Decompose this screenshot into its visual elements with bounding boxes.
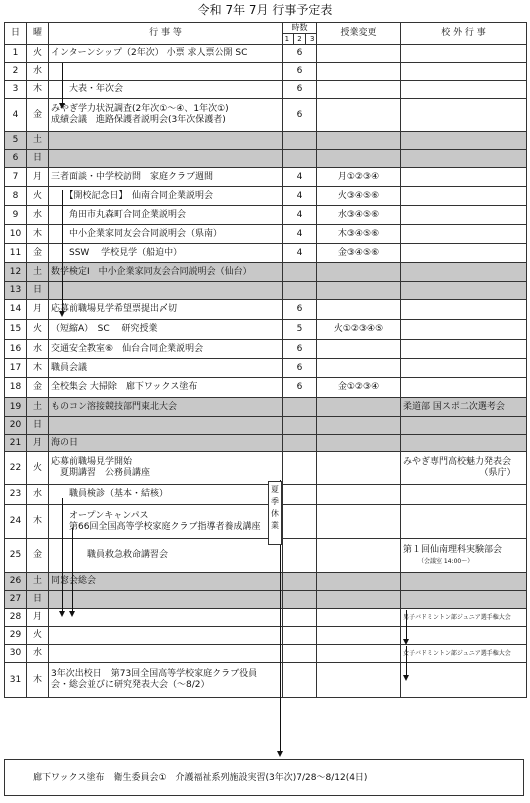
changes-cell: 火③④⑤⑥ (317, 187, 401, 206)
hours-cell (283, 591, 317, 609)
day-cell: 7 (5, 168, 27, 187)
range-arrow-line (62, 63, 63, 104)
hours-cell (283, 452, 317, 485)
changes-cell (317, 398, 401, 417)
events-cell (49, 435, 283, 452)
table-row (5, 359, 527, 378)
hours-cell: 6 (283, 63, 317, 81)
event-line: 会・総会並びに研究発表大会（～8/2） (51, 680, 210, 690)
header-hours-label: 時数 (291, 23, 308, 32)
summer-vacation-label (268, 481, 282, 545)
table-row (5, 282, 527, 300)
day-cell: 5 (5, 132, 27, 150)
hours-sub-1: 1 (284, 35, 290, 43)
weekday-cell: 火 (27, 452, 49, 485)
table-row (5, 206, 527, 225)
weekday-cell: 金 (27, 378, 49, 398)
events-cell (49, 627, 283, 645)
day-cell: 11 (5, 244, 27, 263)
external-cell (401, 132, 527, 150)
weekday-cell: 水 (27, 63, 49, 81)
hours-sub-3: 3 (305, 34, 316, 44)
external-cell (401, 225, 527, 244)
table-row (5, 452, 527, 485)
external-cell (401, 627, 527, 645)
day-cell: 28 (5, 609, 27, 627)
arrow-down-icon (277, 751, 283, 757)
changes-cell (317, 81, 401, 99)
day-cell: 29 (5, 627, 27, 645)
header-events (49, 23, 283, 45)
external-cell (401, 263, 527, 282)
events-cell (49, 591, 283, 609)
external-line: 女子バドミントン部ジュニア選手権大会 (403, 650, 511, 657)
header-weekday: 曜 (27, 23, 49, 45)
hours-cell (283, 505, 317, 539)
table-row (5, 225, 527, 244)
weekday-cell: 月 (27, 609, 49, 627)
weekday-cell: 木 (27, 81, 49, 99)
event-line: 第66回全国高等学校家庭クラブ指導者養成講座 (51, 521, 261, 532)
hours-cell (283, 398, 317, 417)
event-line: 交通安全教室⑥ 仙台合同企業説明会 (51, 343, 204, 354)
schedule-table (4, 22, 527, 698)
day-cell: 27 (5, 591, 27, 609)
weekday-cell: 土 (27, 573, 49, 591)
events-cell (49, 359, 283, 378)
events-cell (49, 282, 283, 300)
weekday-cell: 日 (27, 591, 49, 609)
header-hours (283, 23, 317, 45)
event-line: インターンシップ（2年次） 小票 求人票公開 SC (51, 48, 248, 58)
external-cell (401, 398, 527, 417)
event-line: 3年次出校日 第73回全国高等学校家庭クラブ役員 (51, 669, 258, 679)
external-cell (401, 340, 527, 359)
day-cell: 10 (5, 225, 27, 244)
table-row (5, 663, 527, 698)
table-row (5, 627, 527, 645)
events-cell (49, 150, 283, 168)
schedule-body (5, 45, 527, 698)
external-cell (401, 244, 527, 263)
table-row (5, 435, 527, 452)
range-arrow-line (62, 498, 63, 612)
day-cell: 1 (5, 45, 27, 63)
external-cell (401, 539, 527, 573)
weekday-cell: 日 (27, 150, 49, 168)
weekday-cell: 月 (27, 435, 49, 452)
day-cell: 21 (5, 435, 27, 452)
event-line: 応募前職場見学希望票提出〆切 (51, 304, 178, 314)
table-row (5, 187, 527, 206)
external-cell (401, 485, 527, 505)
changes-cell: 木③④⑤⑥ (317, 225, 401, 244)
events-cell (49, 45, 283, 63)
external-cell (401, 645, 527, 663)
table-row (5, 99, 527, 132)
weekday-cell: 土 (27, 398, 49, 417)
external-cell (401, 45, 527, 63)
changes-cell (317, 609, 401, 627)
weekday-cell: 火 (27, 187, 49, 206)
event-line: みやぎ学力状況調査(2年次①～④、1年次①) (51, 104, 229, 114)
hours-cell: 4 (283, 168, 317, 187)
hours-cell: 6 (283, 81, 317, 99)
hours-cell: 6 (283, 359, 317, 378)
table-row (5, 645, 527, 663)
external-cell (401, 663, 527, 698)
weekday-cell: 木 (27, 359, 49, 378)
day-cell: 18 (5, 378, 27, 398)
weekday-cell: 水 (27, 645, 49, 663)
day-cell: 30 (5, 645, 27, 663)
arrow-down-icon (403, 639, 409, 645)
summer-char-3: 休 (271, 509, 279, 518)
table-row (5, 320, 527, 340)
hours-cell (283, 627, 317, 645)
weekday-cell: 月 (27, 168, 49, 187)
weekday-cell: 火 (27, 45, 49, 63)
events-cell (49, 485, 283, 505)
day-cell: 13 (5, 282, 27, 300)
weekday-cell: 木 (27, 225, 49, 244)
external-line: 男子バドミントン部ジュニア選手権大会 (403, 614, 511, 621)
table-row (5, 45, 527, 63)
range-arrow-line (72, 528, 73, 612)
day-cell: 17 (5, 359, 27, 378)
hours-cell: 6 (283, 99, 317, 132)
weekday-cell: 水 (27, 340, 49, 359)
header-changes: 授業変更 (317, 23, 401, 45)
changes-cell: 水③④⑤⑥ (317, 206, 401, 225)
day-cell: 22 (5, 452, 27, 485)
events-cell (49, 340, 283, 359)
event-line: 成績会議 進路保護者説明会(3年次保護者) (51, 115, 226, 125)
events-cell (49, 244, 283, 263)
external-line: 第１回仙南理科実験部会 (403, 544, 503, 555)
table-row (5, 398, 527, 417)
changes-cell (317, 417, 401, 435)
hours-cell (283, 663, 317, 698)
events-cell (49, 645, 283, 663)
events-cell (49, 505, 283, 539)
hours-cell (283, 435, 317, 452)
changes-cell (317, 45, 401, 63)
external-cell (401, 81, 527, 99)
event-line: 数学検定Ⅰ 中小企業家同友会合同説明会（仙台） (51, 266, 252, 277)
changes-cell: 金①②③④ (317, 378, 401, 398)
changes-cell (317, 573, 401, 591)
hours-subheader (283, 33, 317, 44)
hours-cell (283, 609, 317, 627)
events-cell (49, 452, 283, 485)
range-arrow-line (406, 610, 407, 640)
day-cell: 24 (5, 505, 27, 539)
external-cell (401, 505, 527, 539)
event-line: 職員検診（基本・結核） (51, 489, 169, 499)
changes-cell (317, 435, 401, 452)
external-cell (401, 378, 527, 398)
weekday-cell: 月 (27, 300, 49, 320)
weekday-cell: 水 (27, 206, 49, 225)
events-cell (49, 663, 283, 698)
changes-cell (317, 627, 401, 645)
table-row (5, 591, 527, 609)
arrow-down-icon (69, 611, 75, 617)
changes-cell (317, 359, 401, 378)
weekday-cell: 日 (27, 417, 49, 435)
external-cell (401, 435, 527, 452)
weekday-cell: 日 (27, 282, 49, 300)
hours-cell (283, 417, 317, 435)
weekday-cell: 木 (27, 505, 49, 539)
table-row (5, 485, 527, 505)
table-row (5, 539, 527, 573)
footer-note: 廊下ワックス塗布 衛生委員会① 介護福祉系列施設実習(3年次)7/28～8/12(4日) (4, 759, 524, 796)
header-row (5, 23, 527, 45)
events-cell (49, 539, 283, 573)
external-cell (401, 300, 527, 320)
external-cell (401, 187, 527, 206)
range-arrow-line (406, 646, 407, 676)
event-line: 角田市丸森町合同企業説明会 (51, 209, 187, 220)
event-line: 職員会議 (51, 362, 88, 373)
table-row (5, 244, 527, 263)
day-cell: 4 (5, 99, 27, 132)
changes-cell (317, 539, 401, 573)
hours-cell (283, 150, 317, 168)
day-cell: 6 (5, 150, 27, 168)
arrow-down-icon (59, 103, 65, 109)
events-cell (49, 63, 283, 81)
changes-cell (317, 263, 401, 282)
day-cell: 12 (5, 263, 27, 282)
changes-cell (317, 645, 401, 663)
day-cell: 3 (5, 81, 27, 99)
events-cell (49, 187, 283, 206)
table-row (5, 150, 527, 168)
events-cell (49, 168, 283, 187)
hours-cell: 4 (283, 206, 317, 225)
events-cell (49, 132, 283, 150)
changes-cell (317, 63, 401, 81)
changes-cell (317, 150, 401, 168)
event-line: 海の日 (51, 437, 79, 448)
changes-cell: 金③④⑤⑥ (317, 244, 401, 263)
external-cell (401, 99, 527, 132)
hours-cell (283, 539, 317, 573)
table-row (5, 81, 527, 99)
external-line: 柔道部 国スポ二次選考会 (403, 401, 505, 412)
event-line: 夏期講習 公務員講座 (51, 468, 151, 478)
changes-cell: 火①②③④⑤ (317, 320, 401, 340)
header-day: 日 (5, 23, 27, 45)
hours-cell: 4 (283, 244, 317, 263)
table-row (5, 573, 527, 591)
events-cell (49, 225, 283, 244)
day-cell: 23 (5, 485, 27, 505)
weekday-cell: 金 (27, 244, 49, 263)
day-cell: 14 (5, 300, 27, 320)
day-cell: 31 (5, 663, 27, 698)
arrow-down-icon (59, 311, 65, 317)
hours-cell: 4 (283, 187, 317, 206)
events-cell (49, 573, 283, 591)
hours-cell: 5 (283, 320, 317, 340)
hours-cell (283, 132, 317, 150)
arrow-down-icon (403, 675, 409, 681)
external-cell (401, 417, 527, 435)
event-line: 中小企業家同友会合同説明会（県南） (51, 228, 223, 239)
summer-char-1: 夏 (271, 485, 279, 494)
weekday-cell: 火 (27, 320, 49, 340)
table-row (5, 609, 527, 627)
table-row (5, 63, 527, 81)
table-row (5, 132, 527, 150)
event-line: （短縮A） SC 研究授業 (51, 324, 158, 334)
hours-cell: 6 (283, 300, 317, 320)
day-cell: 2 (5, 63, 27, 81)
weekday-cell: 土 (27, 263, 49, 282)
event-line: ものコン溶接競技部門東北大会 (51, 401, 178, 412)
changes-cell (317, 505, 401, 539)
external-cell (401, 206, 527, 225)
event-line: 職員救急救命講習会 (51, 550, 169, 560)
changes-cell (317, 340, 401, 359)
external-cell (401, 282, 527, 300)
events-cell (49, 320, 283, 340)
external-line: （県庁） (403, 468, 516, 478)
events-cell (49, 300, 283, 320)
events-cell (49, 99, 283, 132)
external-line: （会議室 14:00～） (403, 557, 474, 565)
hours-cell (283, 645, 317, 663)
event-line: 三者面談・中学校訪問 家庭クラブ週間 (51, 171, 214, 182)
arrow-down-icon (59, 611, 65, 617)
weekday-cell: 金 (27, 99, 49, 132)
changes-cell (317, 300, 401, 320)
page-title: 令和 7年 7月 行事予定表 (197, 3, 333, 17)
events-cell (49, 398, 283, 417)
changes-cell (317, 663, 401, 698)
external-cell (401, 573, 527, 591)
external-line: みやぎ専門高校魅力発表会 (403, 457, 512, 467)
weekday-cell: 土 (27, 132, 49, 150)
event-line: 応募前職場見学開始 (51, 457, 133, 467)
hours-cell (283, 282, 317, 300)
hours-cell: 4 (283, 225, 317, 244)
hours-cell (283, 485, 317, 505)
table-row (5, 263, 527, 282)
changes-cell: 月①②③④ (317, 168, 401, 187)
hours-cell: 6 (283, 45, 317, 63)
event-line: 全校集会 大掃除 廊下ワックス塗布 (51, 382, 198, 392)
hours-cell: 6 (283, 340, 317, 359)
weekday-cell: 水 (27, 485, 49, 505)
external-cell (401, 150, 527, 168)
day-cell: 26 (5, 573, 27, 591)
events-cell (49, 263, 283, 282)
event-line: オープンキャンパス (51, 510, 149, 521)
weekday-cell: 火 (27, 627, 49, 645)
events-cell (49, 378, 283, 398)
summer-char-2: 季 (271, 497, 279, 506)
external-cell (401, 320, 527, 340)
event-line: SSW 学校見学（船迫中） (51, 247, 183, 258)
events-cell (49, 417, 283, 435)
day-cell: 8 (5, 187, 27, 206)
events-cell (49, 206, 283, 225)
changes-cell (317, 132, 401, 150)
table-row (5, 505, 527, 539)
external-cell (401, 359, 527, 378)
external-cell (401, 452, 527, 485)
changes-cell (317, 485, 401, 505)
day-cell: 15 (5, 320, 27, 340)
day-cell: 20 (5, 417, 27, 435)
external-cell (401, 591, 527, 609)
event-line: 【開校記念日】 仙南合同企業説明会 (51, 190, 214, 201)
weekday-cell: 木 (27, 663, 49, 698)
external-cell (401, 609, 527, 627)
day-cell: 9 (5, 206, 27, 225)
hours-sub-2: 2 (293, 34, 306, 44)
changes-cell (317, 452, 401, 485)
table-row (5, 417, 527, 435)
table-row (5, 300, 527, 320)
changes-cell (317, 282, 401, 300)
table-row (5, 168, 527, 187)
weekday-cell: 金 (27, 539, 49, 573)
day-cell: 25 (5, 539, 27, 573)
hours-cell: 6 (283, 378, 317, 398)
event-line: 同窓会総会 (51, 576, 97, 586)
changes-cell (317, 591, 401, 609)
external-cell (401, 168, 527, 187)
range-arrow-line (62, 190, 63, 312)
header-external: 校 外 行 事 (401, 23, 527, 45)
event-line: 大表・年次会 (51, 84, 124, 94)
table-row (5, 378, 527, 398)
hours-cell (283, 573, 317, 591)
changes-cell (317, 99, 401, 132)
day-cell: 19 (5, 398, 27, 417)
header-events-label: 行 事 等 (149, 28, 182, 38)
day-cell: 16 (5, 340, 27, 359)
events-cell (49, 609, 283, 627)
table-row (5, 340, 527, 359)
events-cell (49, 81, 283, 99)
hours-cell (283, 263, 317, 282)
external-cell (401, 63, 527, 81)
summer-char-4: 業 (271, 521, 279, 530)
